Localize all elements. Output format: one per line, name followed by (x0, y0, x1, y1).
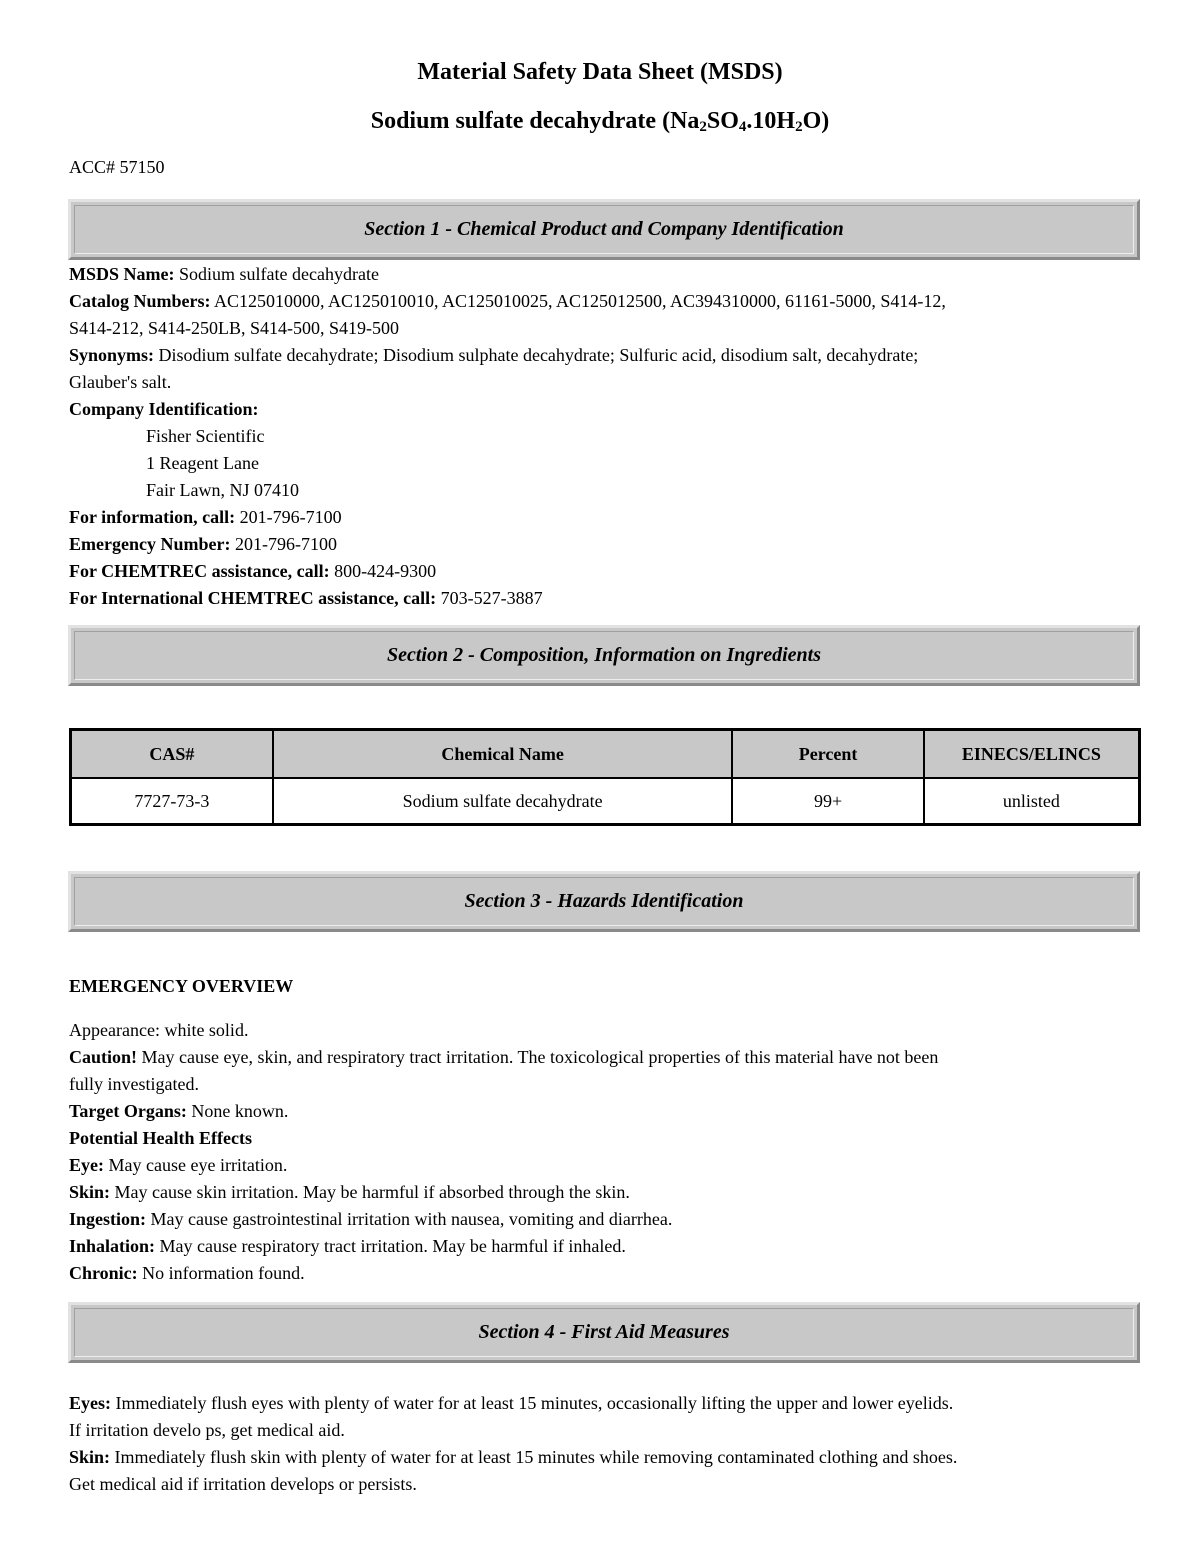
subscript: 2 (699, 119, 707, 135)
table-cell: 99+ (732, 778, 923, 825)
subscript: 4 (738, 119, 747, 135)
document-title: Material Safety Data Sheet (MSDS) (417, 59, 783, 85)
field-label: MSDS Name: (69, 264, 175, 284)
field-value: May cause skin irritation. May be harmful if absorbed through the skin. (110, 1182, 630, 1202)
first-aid-skin-row (69, 1444, 1149, 1471)
section-2-title: Section 2 - Composition, Information on Ingredients (387, 644, 821, 666)
msds-name-row (69, 261, 1149, 288)
emergency-overview-heading: EMERGENCY OVERVIEW (69, 976, 294, 996)
field-label: Target Organs: (69, 1101, 187, 1121)
field-label: Chronic: (69, 1263, 138, 1283)
emergency-phone-row (69, 531, 1149, 558)
field-value: May cause eye irritation. (104, 1155, 288, 1175)
section-4-body (69, 1390, 1149, 1498)
acc-number: ACC# 57150 (69, 157, 165, 177)
subtitle-text: Sodium sulfate decahydrate (Na (370, 108, 700, 134)
health-effects-heading (69, 1125, 1149, 1152)
field-label: Potential Health Effects (69, 1128, 252, 1148)
table-header-row (71, 730, 1140, 779)
composition-table (69, 728, 1141, 826)
table-cell: unlisted (924, 778, 1140, 825)
synonyms-row (69, 342, 1149, 369)
field-value: None known. (186, 1101, 289, 1121)
table-cell: 7727-73-3 (71, 778, 273, 825)
field-label: Skin: (69, 1182, 111, 1202)
caution-row-continued: fully investigated. (69, 1074, 199, 1094)
field-label: For International CHEMTREC assistance, call: (69, 588, 437, 608)
inhalation-row (69, 1233, 1149, 1260)
field-value: 201-796-7100 (230, 534, 337, 554)
subtitle-text: .10H (746, 108, 796, 134)
field-label: Company Identification: (69, 399, 259, 419)
subscript: 2 (795, 119, 803, 135)
table-row (71, 778, 1140, 825)
field-value: 703-527-3887 (436, 588, 543, 608)
company-line: 1 Reagent Lane (146, 453, 259, 473)
company-line: Fisher Scientific (146, 426, 265, 446)
column-header: EINECS/ELINCS (924, 730, 1140, 779)
field-value: May cause eye, skin, and respiratory tract irritation. The toxicological properties of this material have not been (137, 1047, 939, 1067)
field-value: Immediately flush eyes with plenty of water for at least 15 minutes, occasionally lifting the upper and lower eyelids. (111, 1393, 954, 1413)
target-organs-row (69, 1098, 1149, 1125)
company-line: Fair Lawn, NJ 07410 (146, 480, 299, 500)
field-value: No information found. (137, 1263, 305, 1283)
eye-row (69, 1152, 1149, 1179)
section-2-header (68, 625, 1140, 686)
chemtrec-phone-row (69, 558, 1149, 585)
column-header: Percent (732, 730, 923, 779)
table-cell: Sodium sulfate decahydrate (273, 778, 732, 825)
field-value: May cause respiratory tract irritation. May be harmful if inhaled. (155, 1236, 626, 1256)
field-label: Ingestion: (69, 1209, 147, 1229)
column-header: Chemical Name (273, 730, 732, 779)
first-aid-skin-row-continued: Get medical aid if irritation develops or persists. (69, 1474, 417, 1494)
field-label: Synonyms: (69, 345, 155, 365)
field-label: Emergency Number: (69, 534, 231, 554)
ingestion-row (69, 1206, 1149, 1233)
section-1-body (69, 261, 1149, 612)
intl-chemtrec-phone-row (69, 585, 1149, 612)
appearance-row: Appearance: white solid. (69, 1020, 249, 1040)
section-3-header (68, 871, 1140, 932)
chronic-row (69, 1260, 1149, 1287)
document-subtitle (0, 108, 1200, 136)
first-aid-eyes-row (69, 1390, 1149, 1417)
field-value: AC125010000, AC125010010, AC125010025, AC125012500, AC394310000, 61161-5000, S414-12, (210, 291, 946, 311)
catalog-row-continued: S414-212, S414-250LB, S414-500, S419-500 (69, 318, 400, 338)
caution-row (69, 1044, 1149, 1071)
section-3-title: Section 3 - Hazards Identification (464, 890, 744, 912)
field-label: Skin: (69, 1447, 111, 1467)
field-label: For information, call: (69, 507, 236, 527)
field-value: Sodium sulfate decahydrate (174, 264, 379, 284)
section-1-header (68, 199, 1140, 260)
field-value: Immediately flush skin with plenty of water for at least 15 minutes while removing contaminated clothing and shoes. (110, 1447, 958, 1467)
column-header: CAS# (71, 730, 273, 779)
field-label: Catalog Numbers: (69, 291, 211, 311)
field-value: May cause gastrointestinal irritation with nausea, vomiting and diarrhea. (146, 1209, 673, 1229)
info-phone-row (69, 504, 1149, 531)
subtitle-text: O) (802, 108, 830, 134)
section-3-body (69, 1017, 1149, 1287)
first-aid-eyes-row-continued: If irritation develo ps, get medical aid. (69, 1420, 345, 1440)
field-label: Caution! (69, 1047, 138, 1067)
field-label: Eye: (69, 1155, 104, 1175)
field-label: Inhalation: (69, 1236, 156, 1256)
company-label-row (69, 396, 1149, 423)
subtitle-text: SO (706, 108, 739, 134)
section-4-header (68, 1302, 1140, 1363)
section-1-title: Section 1 - Chemical Product and Company Identification (364, 218, 844, 240)
field-value: 800-424-9300 (329, 561, 437, 581)
field-value: Disodium sulfate decahydrate; Disodium sulphate decahydrate; Sulfuric acid, disodium salt, decahydrate; (154, 345, 919, 365)
synonyms-row-continued: Glauber's salt. (69, 372, 172, 392)
skin-row (69, 1179, 1149, 1206)
section-4-title: Section 4 - First Aid Measures (478, 1321, 730, 1343)
catalog-row (69, 288, 1149, 315)
field-label: Eyes: (69, 1393, 111, 1413)
field-label: For CHEMTREC assistance, call: (69, 561, 330, 581)
field-value: 201-796-7100 (235, 507, 342, 527)
